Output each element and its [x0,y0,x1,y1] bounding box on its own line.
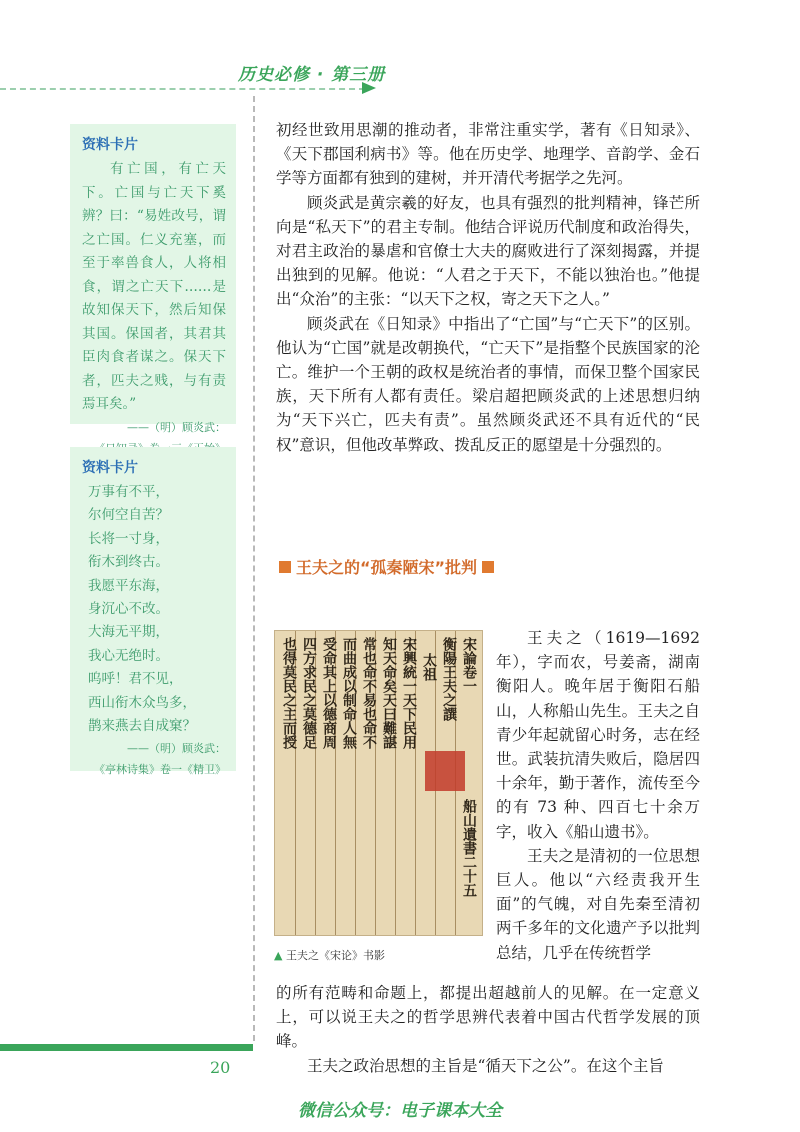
main-text-top [276,118,700,457]
paragraph: 王夫之是清初的一位思想巨人。他以“六经责我开生面”的气魄，对自先秦至清初两千多年的文化遗产予以批判总结，几乎在传统哲学 [496,846,700,962]
paragraph: 顾炎武是黄宗羲的好友，也具有强烈的批判精神，锋芒所向是“私天下”的君主专制。他结合评说历代制度和政治得失，对君主政治的暴虐和官僚士大夫的腐败进行了深刻揭露，并提出独到的见解。他说：“人君之于天下，不能以独治也。”他提出“众治”的主张：“以天下之权，寄之天下之人。” [276,193,700,309]
wang-bio-text [496,626,700,965]
book-page-image [274,630,483,936]
card-title: 资料卡片 [82,137,138,153]
poem-line: 长将一寸身， [88,530,169,547]
section-heading [279,555,494,578]
seal-stamp [425,751,465,791]
card-title: 资料卡片 [82,460,138,476]
poem-line: 我心无绝时。 [88,647,169,664]
card-citation-source: 《亭林诗集》卷一《精卫》 [94,763,226,777]
poem-line: 西山衔木众鸟多， [88,694,196,711]
image-column-text: 四方求民之莫德足 [301,637,317,749]
image-column-text: 宋興統一天下民用 [401,637,417,749]
book-title: 历史必修 · 第三册 [238,65,386,85]
page-number: 20 [210,1058,231,1077]
footer-bar [0,1044,253,1051]
square-bullet-icon [482,561,494,573]
image-column-text: 也得莫民之主而授 [281,637,297,749]
card-citation-author: ——（明）顾炎武： [127,742,226,756]
header-dashed-line [0,88,365,90]
figure-caption [274,947,385,963]
watermark-text: 微信公众号：电子课本大全 [298,1101,502,1121]
card-quote: 有亡国，有亡天下。亡国与亡天下奚辨？曰：“易姓改号，谓之亡国。仁义充塞，而至于率兽食人，人将相食，谓之亡天下……是故知保天下，然后知保其国。保国者，其君其臣肉食者谋之。保天下者，匹夫之贱，与有责焉耳矣。” [82,161,226,412]
column-divider [253,96,255,1041]
poem-line: 大海无平期， [88,624,169,641]
info-card-2 [70,447,236,777]
image-column-text: 受命其上以德商周 [321,637,337,749]
section-title: 王夫之的“孤秦陋宋”批判 [296,558,478,577]
arrow-icon [362,82,376,94]
paragraph: 的所有范畴和命题上，都提出超越前人的见解。在一定意义上，可以说王夫之的哲学思辨代表着中国古代哲学发展的顶峰。 [276,984,700,1051]
image-column-text: 而曲成以制命人無 [341,637,357,749]
image-column-text: 宋論卷一 [461,637,477,693]
image-column-text: 知天命矣天曰難諶 [381,637,397,749]
main-text-bottom [276,981,700,1078]
caption-text: 王夫之《宋论》书影 [285,949,385,962]
paragraph: 初经世致用思潮的推动者，非常注重实学，著有《日知录》、《天下郡国利病书》等。他在历史学、地理学、音韵学、金石学等方面都有独到的建树，并开清代考据学之先河。 [276,121,700,188]
poem-line: 呜呼！君不见， [88,671,183,688]
poem-line: 尔何空自苦？ [88,507,169,524]
poem-line: 我愿平东海， [88,577,169,594]
poem-line: 鹊来燕去自成窠？ [88,718,196,735]
poem-line: 身沉心不改。 [88,601,169,618]
card-citation-author: ——（明）顾炎武： [127,420,226,434]
paragraph: 王夫之（1619—1692 年），字而农，号姜斋，湖南衡阳人。晚年居于衡阳石船山，人称船山先生。王夫之自青少年起就留心时务，志在经世。武装抗清失败后，隐居四十余年，勤于著作，流传至今的有 73 种、四百七十余万字，收入《船山遗书》。 [496,629,700,841]
square-bullet-icon [279,561,291,573]
info-card-1 [70,124,236,434]
paragraph: 王夫之政治思想的主旨是“循天下之公”。在这个主旨 [307,1056,664,1075]
poem-line: 万事有不平， [88,484,169,500]
image-column-text: 太祖 [421,653,437,681]
image-column-text: 常也命不易也命不 [361,637,377,749]
poem-line: 衔木到终古。 [88,554,169,571]
paragraph: 顾炎武在《日知录》中指出了“亡国”与“亡天下”的区别。他认为“亡国”就是改朝换代，“亡天下”是指整个民族国家的沦亡。维护一个王朝的政权是统治者的事情，而保卫整个国家民族，天下所有人都有责任。梁启超把顾炎武的上述思想归纳为“天下兴亡，匹夫有责”。虽然顾炎武还不具有近代的“民权”意识，但他改革弊政、拨乱反正的愿望是十分强烈的。 [276,314,700,454]
image-column-text: 衡陽王夫之譔 [441,637,457,721]
image-column-text: 船山遺書二十五 [461,799,477,897]
triangle-icon: ▲ [274,949,283,962]
